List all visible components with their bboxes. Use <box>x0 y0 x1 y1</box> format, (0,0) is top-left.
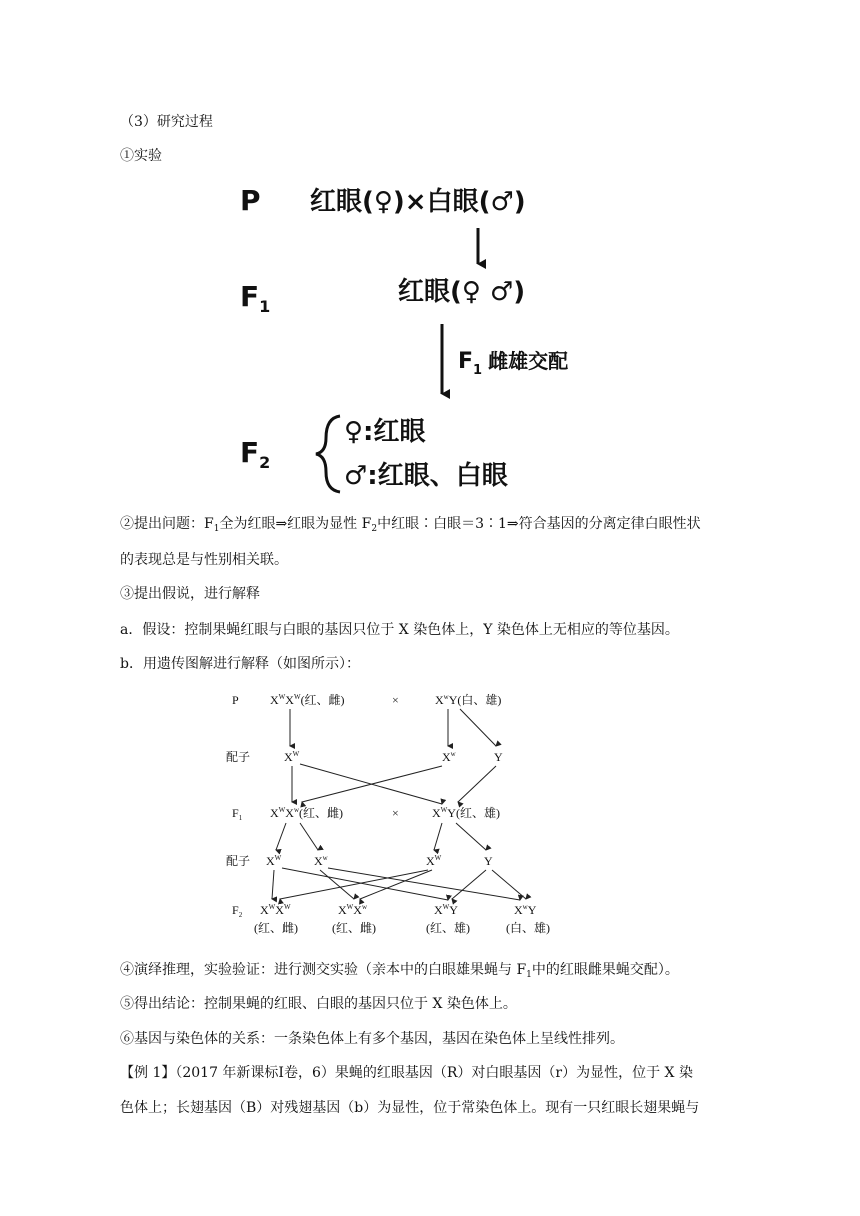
hypothesis-b: b．用遗传图解进行解释（如图所示）： <box>120 656 360 672</box>
f2-phenotype-3: (红、雄) <box>426 921 470 935</box>
gamete-f1-female-XW: $X^W$ <box>266 854 282 868</box>
gamete-p-male-Y: Y <box>494 750 503 764</box>
arrow-f1-female-gXw <box>300 823 318 850</box>
f2-genotype-2: $X^WX^w$ <box>338 903 368 917</box>
step-experiment: ①实验 <box>120 148 162 164</box>
gamete-p-male-Xw: $X^w$ <box>442 750 456 764</box>
arrow-f1-female-gXW <box>276 823 286 850</box>
example-line-1: 【例 1】（2017 年新课标Ⅰ卷，6）果蝇的红眼基因（R）对白眼基因（r）为显性，位于 X 染 <box>120 1065 693 1081</box>
f2-label: $F_2$ <box>232 903 243 919</box>
arrow-gXw-to-f1-female <box>302 766 442 802</box>
arrow-gY-to-f1-male <box>458 766 496 802</box>
gamete-f1-male-XW: $X^W$ <box>426 854 442 868</box>
arrow-f1-male-gY <box>456 823 486 850</box>
experiment-diagram <box>230 176 630 496</box>
example-line-2: 色体上；长翅基因（B）对残翅基因（b）为显性，位于常染色体上。现有一只红眼长翅果蝇与 <box>120 1100 700 1116</box>
step-gene-chromosome: ⑥基因与染色体的关系：一条染色体上有多个基因，基因在染色体上呈线性排列。 <box>120 1031 624 1047</box>
f2-phenotype-4: (白、雄) <box>506 921 550 935</box>
arrow-gXw-to-f2-2 <box>320 870 354 899</box>
arrow-m-Y-to-f2-4 <box>492 870 526 899</box>
arrow-gXW-to-f2-1 <box>272 870 274 899</box>
arrow-p-male-gamete-Y <box>460 709 496 746</box>
f2-male-result: ♂:红眼、白眼 <box>344 461 508 491</box>
f2-generation-label: $F_2$ <box>240 436 271 472</box>
gamete-f1-female-Xw: $X^w$ <box>314 854 328 868</box>
f1-female-genotype: $X^WX^w$(红、雌) <box>270 806 344 820</box>
p-generation-label: P <box>240 184 261 217</box>
gamete-f1-male-Y: Y <box>484 854 493 868</box>
hypothesis-a: a．假设：控制果蝇红眼与白眼的基因只位于 X 染色体上，Y 染色体上无相应的等位基因。 <box>120 622 679 638</box>
f1-cross-sign: × <box>392 806 399 820</box>
p-female-genotype: $X^WX^W$(红、雌) <box>270 693 345 707</box>
f2-female-result: ♀:红眼 <box>344 417 426 447</box>
f1-label: $F_1$ <box>232 806 243 822</box>
section-title: （3）研究过程 <box>120 114 213 130</box>
f1-result-text: 红眼(♀ ♂) <box>398 277 526 307</box>
arrow-f1-male-gXW <box>434 823 442 850</box>
step-question-line2: 的表现总是与性别相关联。 <box>120 552 288 568</box>
step-conclusion: ⑤得出结论：控制果蝇的红眼、白眼的基因只位于 X 染色体上。 <box>120 996 517 1012</box>
p-label: P <box>232 693 239 707</box>
f1-male-genotype: $X^WY$(红、雄) <box>432 806 500 820</box>
p-cross-text: 红眼(♀)×白眼(♂) <box>310 187 526 217</box>
f1-mating-label: $F_1$ 雌雄交配 <box>458 349 569 378</box>
step-question-line1: ②提出问题：$F_1$全为红眼⇒红眼为显性 $F_2$中红眼∶白眼＝3∶1⇒符合基因的分离定律白眼性状 <box>120 516 701 534</box>
f2-genotype-4: $X^wY$ <box>514 903 537 917</box>
f2-genotype-1: $X^WX^W$ <box>260 903 291 917</box>
f2-phenotype-1: (红、雌) <box>254 921 298 935</box>
f1-generation-label: $F_1$ <box>240 280 271 316</box>
p-cross-sign: × <box>392 693 399 707</box>
gamete-label-1: 配子 <box>226 750 251 764</box>
step-deduction: ④演绎推理，实验验证：进行测交实验（亲本中的白眼雄果蝇与 $F_1$中的红眼雌果蝇交配）。 <box>120 962 679 980</box>
f2-brace <box>316 416 340 492</box>
step-hypothesis: ③提出假说，进行解释 <box>120 586 260 602</box>
genetic-cross-diagram <box>220 682 565 942</box>
f2-genotype-3: $X^WY$ <box>434 903 458 917</box>
f2-phenotype-2: (红、雌) <box>332 921 376 935</box>
arrow-m-Y-to-f2-3 <box>452 870 486 899</box>
arrow-m-XW-to-f2-1 <box>280 870 428 899</box>
gamete-label-2: 配子 <box>226 854 251 868</box>
p-male-genotype: $X^wY$(白、雄) <box>435 693 502 707</box>
gamete-p-female-XW: $X^W$ <box>284 750 300 764</box>
